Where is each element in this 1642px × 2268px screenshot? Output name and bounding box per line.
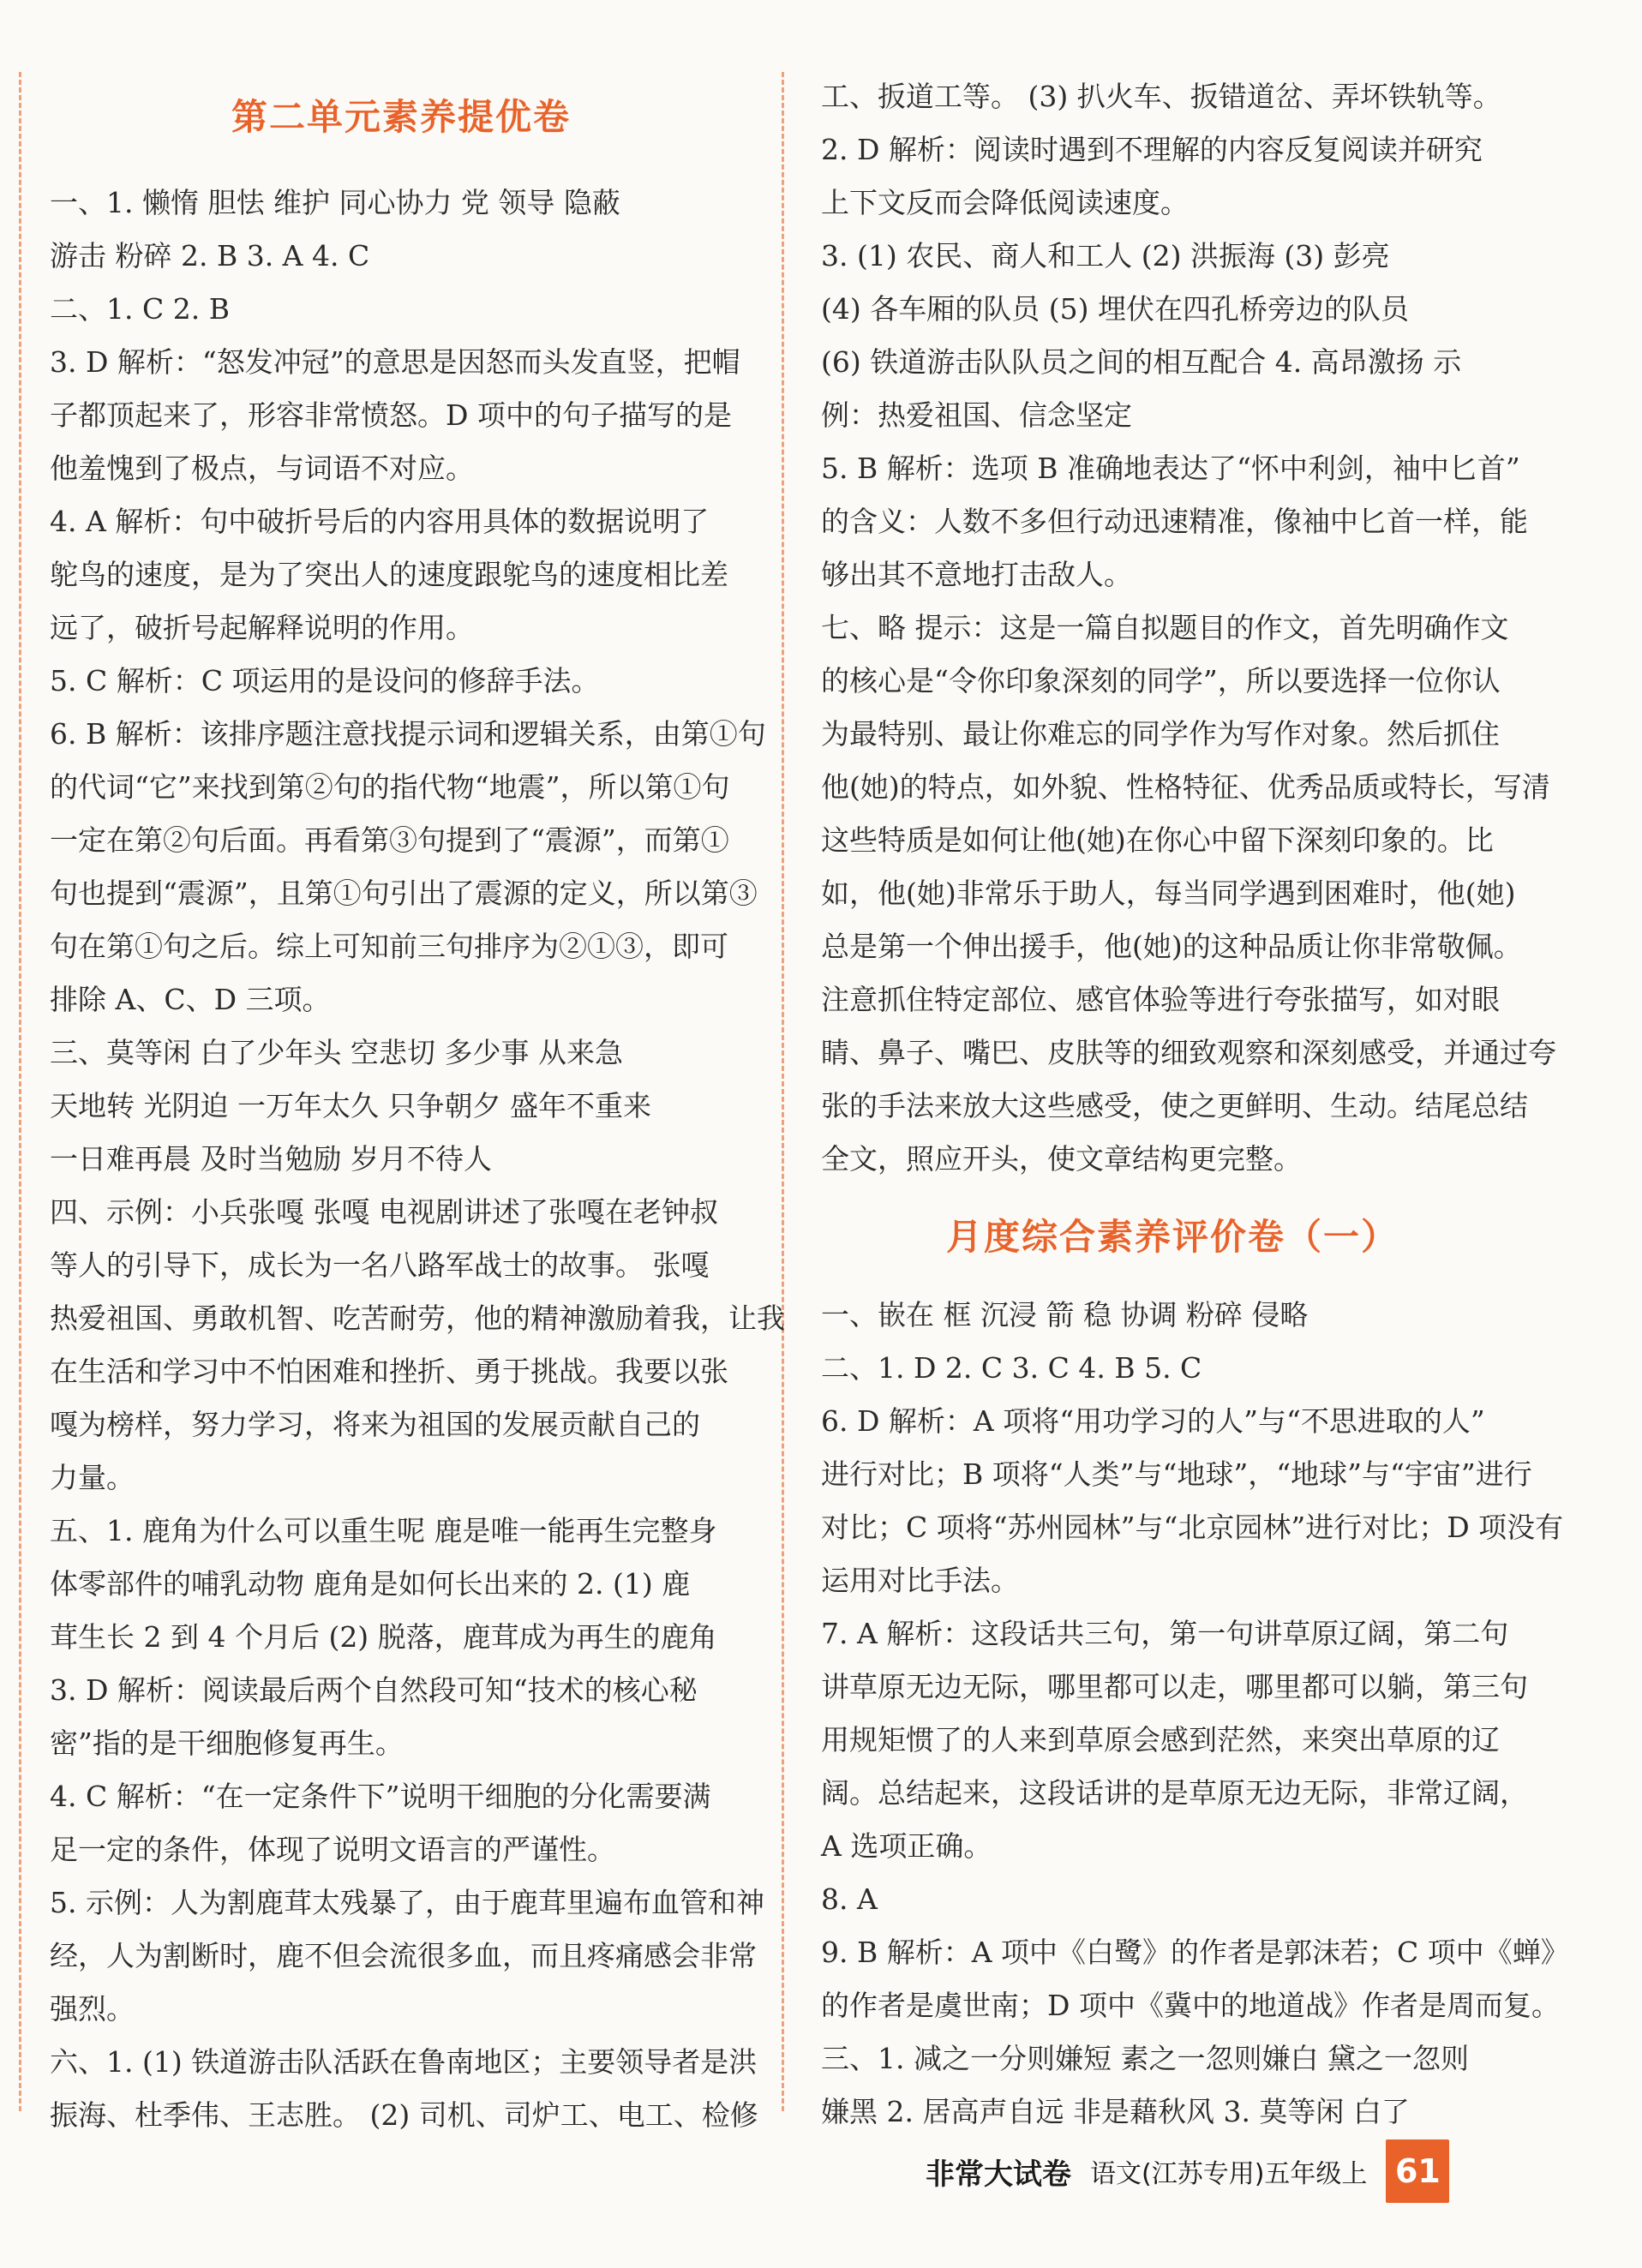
answer-line: (6) 铁道游击队队员之间的相互配合 4. 高昂激扬 示 xyxy=(821,345,1462,379)
page-number: 61 xyxy=(1386,2139,1449,2203)
left-dashed-rule xyxy=(19,72,21,2111)
answer-line: 远了，破折号起解释说明的作用。 xyxy=(50,611,474,644)
answer-line: 他(她)的特点，如外貌、性格特征、优秀品质或特长，写清 xyxy=(821,770,1550,804)
center-dashed-rule xyxy=(782,72,784,2111)
answer-line: 一日难再晨 及时当勉励 岁月不待人 xyxy=(50,1142,492,1176)
page-footer xyxy=(926,2137,1449,2205)
answer-line: 2. D 解析：阅读时遇到不理解的内容反复阅读并研究 xyxy=(821,133,1483,166)
right-column xyxy=(821,70,1569,2139)
left-column xyxy=(50,70,785,2142)
answer-line: 一定在第②句后面。再看第③句提到了“震源”，而第① xyxy=(50,823,729,857)
answer-line: 鸵鸟的速度，是为了突出人的速度跟鸵鸟的速度相比差 xyxy=(50,558,728,591)
answer-line: 七、略 提示：这是一篇自拟题目的作文，首先明确作文 xyxy=(821,611,1509,644)
answer-line: 这些特质是如何让他(她)在你心中留下深刻印象的。比 xyxy=(821,823,1494,857)
answer-line: 例：热爱祖国、信念坚定 xyxy=(821,398,1132,432)
answer-line: 强烈。 xyxy=(50,1992,135,2026)
answer-line: 6. D 解析：A 项将“用功学习的人”与“不思进取的人” xyxy=(821,1404,1485,1438)
answer-line: 工、扳道工等。 (3) 扒火车、扳错道岔、弄坏铁轨等。 xyxy=(821,80,1501,113)
answer-line: 5. C 解析：C 项运用的是设问的修辞手法。 xyxy=(50,664,600,697)
answer-line: 他羞愧到了极点，与词语不对应。 xyxy=(50,452,474,485)
answer-line: 对比；C 项将“苏州园林”与“北京园林”进行对比；D 项没有 xyxy=(821,1511,1564,1544)
answer-line: 的作者是虞世南；D 项中《冀中的地道战》作者是周而复。 xyxy=(821,1989,1560,2022)
answer-line: 力量。 xyxy=(50,1461,135,1494)
answer-line: 一、嵌在 框 沉浸 箭 稳 协调 粉碎 侵略 xyxy=(821,1298,1309,1331)
answer-line: 的代词“它”来找到第②句的指代物“地震”，所以第①句 xyxy=(50,770,730,804)
answer-line: 3. D 解析：阅读最后两个自然段可知“技术的核心秘 xyxy=(50,1673,698,1707)
answer-line: 上下文反而会降低阅读速度。 xyxy=(821,186,1189,219)
answer-line: 如，他(她)非常乐于助人，每当同学遇到困难时，他(她) xyxy=(821,877,1516,910)
answer-line: 的含义：人数不多但行动迅速精准，像袖中匕首一样，能 xyxy=(821,505,1528,538)
answer-line: 7. A 解析：这段话共三句，第一句讲草原辽阔，第二句 xyxy=(821,1617,1509,1650)
answer-line: 5. 示例：人为割鹿茸太残暴了，由于鹿茸里遍布血管和神 xyxy=(50,1886,764,1919)
answer-line: 张的手法来放大这些感受，使之更鲜明、生动。结尾总结 xyxy=(821,1089,1528,1122)
answer-line: 阔。总结起来，这段话讲的是草原无边无际，非常辽阔， xyxy=(821,1776,1528,1810)
answer-line: 句在第①句之后。综上可知前三句排序为②①③，即可 xyxy=(50,930,728,963)
answer-line: 3. (1) 农民、商人和工人 (2) 洪振海 (3) 彭亮 xyxy=(821,239,1390,272)
answer-line: 振海、杜季伟、王志胜。 (2) 司机、司炉工、电工、检修 xyxy=(50,2098,758,2132)
answer-line: 用规矩惯了的人来到草原会感到茫然，来突出草原的辽 xyxy=(821,1723,1500,1756)
right-answer-lines-top xyxy=(821,70,1556,1186)
answer-line: 为最特别、最让你难忘的同学作为写作对象。然后抓住 xyxy=(821,717,1500,751)
answer-line: 运用对比手法。 xyxy=(821,1564,1019,1597)
section-title: 第二单元素养提优卷 xyxy=(231,96,571,138)
answer-line: 三、1. 减之一分则嫌短 素之一忽则嫌白 黛之一忽则 xyxy=(821,2042,1469,2075)
book-brand: 非常大试卷 xyxy=(926,2157,1071,2192)
answer-line: 5. B 解析：选项 B 准确地表达了“怀中利剑，袖中匕首” xyxy=(821,452,1520,485)
answer-line: 注意抓住特定部位、感官体验等进行夸张描写，如对眼 xyxy=(821,983,1500,1016)
answer-line: 9. B 解析：A 项中《白鹭》的作者是郭沫若；C 项中《蝉》 xyxy=(821,1936,1569,1969)
answer-line: 子都顶起来了，形容非常愤怒。D 项中的句子描写的是 xyxy=(50,398,732,432)
answer-line: 句也提到“震源”，且第①句引出了震源的定义，所以第③ xyxy=(50,877,758,910)
answer-line: 三、莫等闲 白了少年头 空悲切 多少事 从来急 xyxy=(50,1036,623,1069)
book-subject: 语文(江苏专用)五年级上 xyxy=(1090,2159,1368,2189)
answer-line: 热爱祖国、勇敢机智、吃苦耐劳，他的精神激励着我，让我 xyxy=(50,1302,785,1335)
answer-line: 五、1. 鹿角为什么可以重生呢 鹿是唯一能再生完整身 xyxy=(50,1514,717,1547)
answer-line: 二、1. D 2. C 3. C 4. B 5. C xyxy=(821,1351,1202,1385)
section-title: 月度综合素养评价卷（一） xyxy=(945,1216,1399,1258)
answer-line: 等人的引导下，成长为一名八路军战士的故事。 张嘎 xyxy=(50,1248,710,1282)
answer-line: 8. A xyxy=(821,1882,878,1916)
answer-line: 4. A 解析：句中破折号后的内容用具体的数据说明了 xyxy=(50,505,710,538)
answer-line: 总是第一个伸出援手，他(她)的这种品质让你非常敬佩。 xyxy=(821,930,1522,963)
answer-line: 四、示例：小兵张嘎 张嘎 电视剧讲述了张嘎在老钟叔 xyxy=(50,1195,718,1229)
answer-line: 讲草原无边无际，哪里都可以走，哪里都可以躺，第三句 xyxy=(821,1670,1528,1703)
answer-line: 全文，照应开头，使文章结构更完整。 xyxy=(821,1142,1302,1176)
answer-line: 六、1. (1) 铁道游击队活跃在鲁南地区；主要领导者是洪 xyxy=(50,2045,758,2079)
answer-line: 够出其不意地打击敌人。 xyxy=(821,558,1132,591)
answer-line: 进行对比；B 项将“人类”与“地球”，“地球”与“宇宙”进行 xyxy=(821,1457,1532,1491)
answer-line: 嫌黑 2. 居高声自远 非是藉秋风 3. 莫等闲 白了 xyxy=(821,2095,1410,2128)
answer-line: 3. D 解析：“怒发冲冠”的意思是因怒而头发直竖，把帽 xyxy=(50,345,740,379)
answer-line: 密”指的是干细胞修复再生。 xyxy=(50,1726,404,1760)
answer-line: 的核心是“令你印象深刻的同学”，所以要选择一位你认 xyxy=(821,664,1501,697)
answer-line: 6. B 解析：该排序题注意找提示词和逻辑关系，由第①句 xyxy=(50,717,766,751)
answer-line: 在生活和学习中不怕困难和挫折、勇于挑战。我要以张 xyxy=(50,1355,728,1388)
answer-line: 茸生长 2 到 4 个月后 (2) 脱落，鹿茸成为再生的鹿角 xyxy=(50,1620,717,1654)
answer-line: 足一定的条件，体现了说明文语言的严谨性。 xyxy=(50,1833,615,1866)
answer-line: 睛、鼻子、嘴巴、皮肤等的细致观察和深刻感受，并通过夸 xyxy=(821,1036,1556,1069)
answer-line: 天地转 光阴迫 一万年太久 只争朝夕 盛年不重来 xyxy=(50,1089,651,1122)
answer-line: 一、1. 懒惰 胆怯 维护 同心协力 党 领导 隐蔽 xyxy=(50,186,620,219)
left-answer-lines xyxy=(50,177,785,2142)
answer-line: 二、1. C 2. B xyxy=(50,292,230,326)
answer-line: 排除 A、C、D 三项。 xyxy=(50,983,331,1016)
answer-line: 经，人为割断时，鹿不但会流很多血，而且疼痛感会非常 xyxy=(50,1939,757,1972)
right-answer-lines-bottom xyxy=(821,1289,1569,2139)
answer-line: 游击 粉碎 2. B 3. A 4. C xyxy=(50,239,370,272)
answer-line: 嘎为榜样，努力学习，将来为祖国的发展贡献自己的 xyxy=(50,1408,700,1441)
answer-line: A 选项正确。 xyxy=(821,1829,992,1863)
answer-line: 4. C 解析：“在一定条件下”说明干细胞的分化需要满 xyxy=(50,1780,711,1813)
answer-line: 体零部件的哺乳动物 鹿角是如何长出来的 2. (1) 鹿 xyxy=(50,1567,691,1601)
answer-line: (4) 各车厢的队员 (5) 埋伏在四孔桥旁边的队员 xyxy=(821,292,1409,326)
